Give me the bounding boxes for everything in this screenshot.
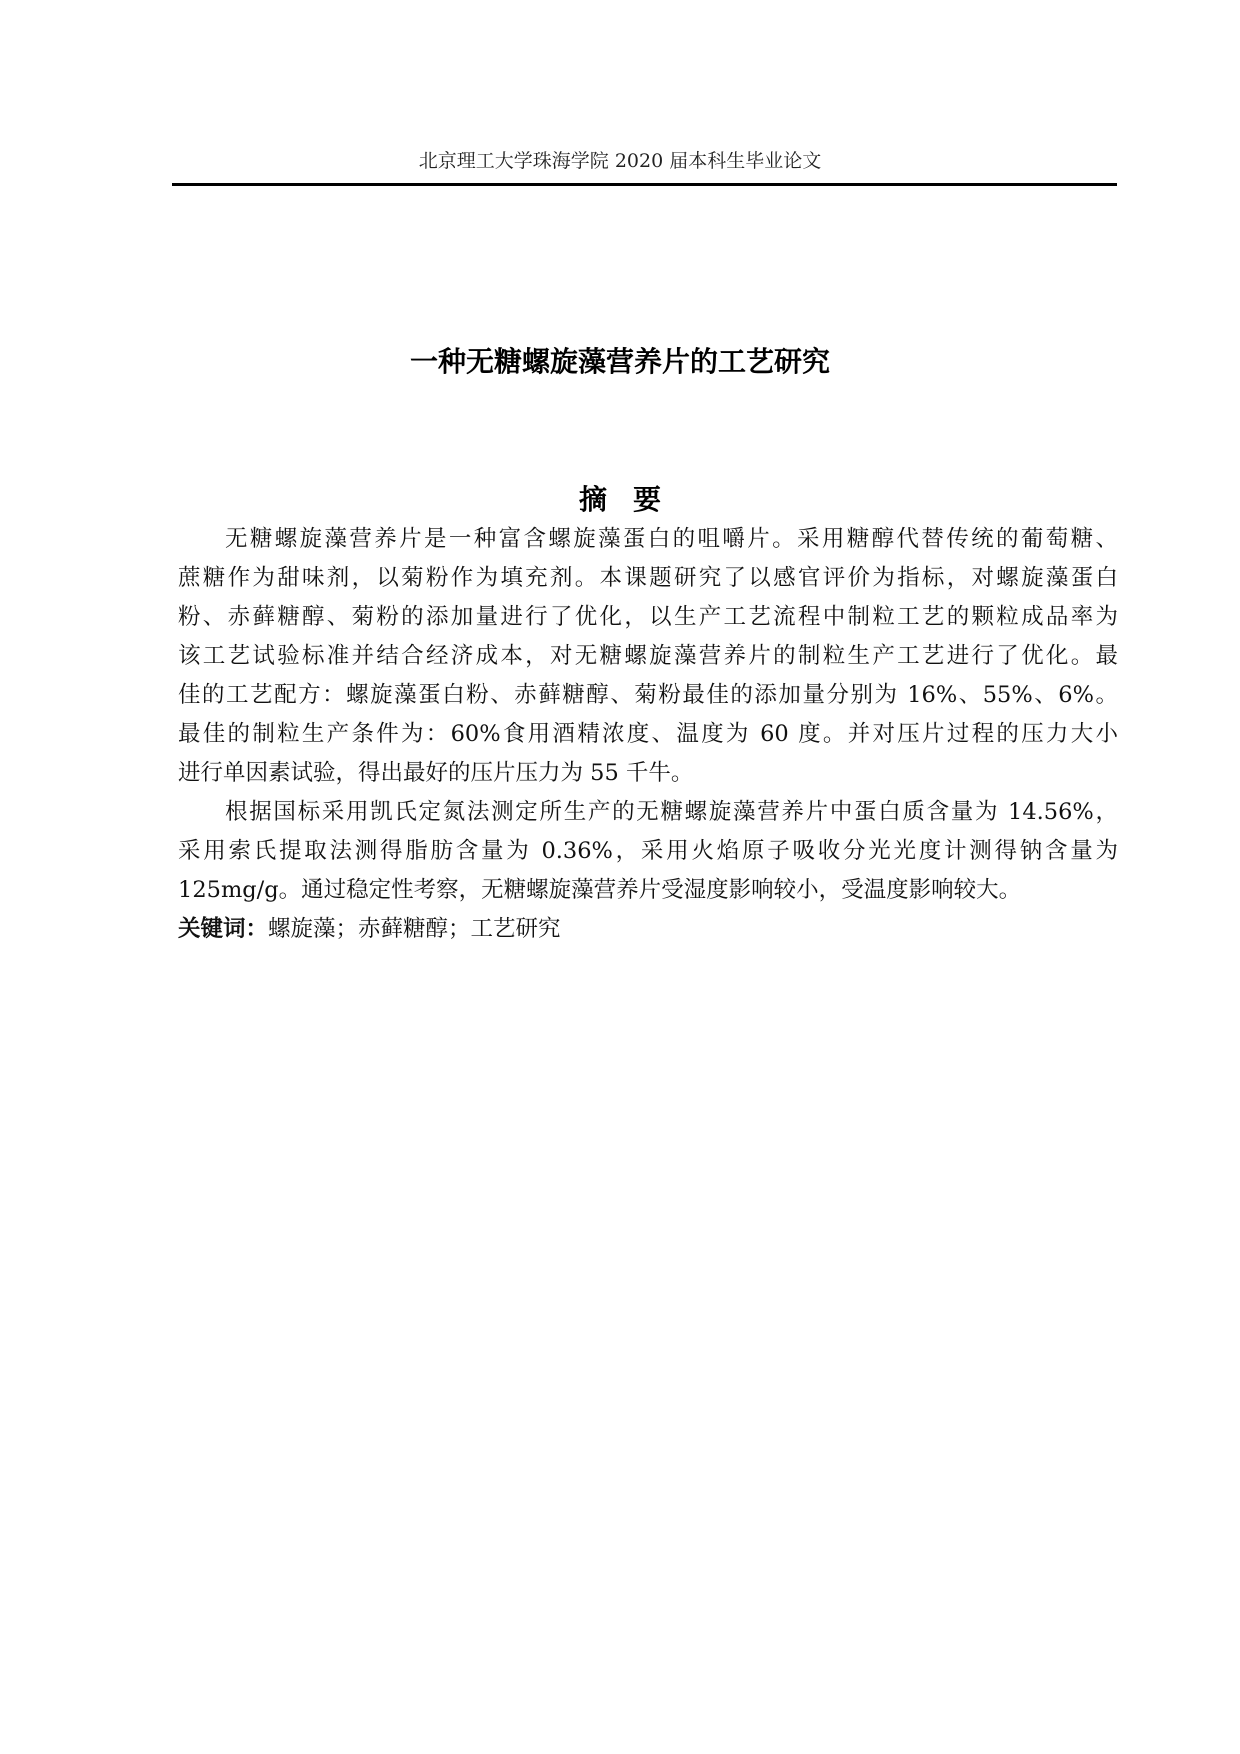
text-line: 无糖螺旋藻营养片是一种富含螺旋藻蛋白的咀嚼片。采用糖醇代替传统的葡萄糖、: [225, 526, 1118, 552]
text-line: 进行单因素试验，得出最好的压片压力为 55 千牛。: [178, 760, 694, 786]
keywords-line: [178, 910, 1118, 949]
text-line: 125mg/g。通过稳定性考察，无糖螺旋藻营养片受湿度影响较小，受温度影响较大。: [178, 877, 1022, 903]
text-line: 佳的工艺配方：螺旋藻蛋白粉、赤藓糖醇、菊粉最佳的添加量分别为 16%、55%、6%。: [178, 682, 1118, 708]
text-line: 最佳的制粒生产条件为：60%食用酒精浓度、温度为 60 度。并对压片过程的压力大小: [178, 721, 1118, 747]
text-line: 根据国标采用凯氏定氮法测定所生产的无糖螺旋藻营养片中蛋白质含量为 14.56%，: [225, 799, 1118, 825]
keywords-label: 关键词：: [178, 916, 269, 942]
abstract-paragraph-2: [178, 793, 1118, 910]
abstract-heading: 摘要: [578, 483, 687, 516]
text-line: 粉、赤藓糖醇、菊粉的添加量进行了优化，以生产工艺流程中制粒工艺的颗粒成品率为: [178, 604, 1118, 630]
keywords-value: 螺旋藻；赤藓糖醇；工艺研究: [268, 916, 561, 942]
header-divider: [172, 183, 1117, 186]
abstract-body: [178, 520, 1118, 949]
text-line: 该工艺试验标准并结合经济成本，对无糖螺旋藻营养片的制粒生产工艺进行了优化。最: [178, 643, 1118, 669]
running-header: 北京理工大学珠海学院 2020 届本科生毕业论文: [418, 150, 822, 172]
paper-title: 一种无糖螺旋藻营养片的工艺研究: [409, 345, 830, 378]
text-line: 蔗糖作为甜味剂，以菊粉作为填充剂。本课题研究了以感官评价为指标，对螺旋藻蛋白: [178, 565, 1118, 591]
text-line: 采用索氏提取法测得脂肪含量为 0.36%，采用火焰原子吸收分光光度计测得钠含量为: [178, 838, 1118, 864]
abstract-paragraph-1: [178, 520, 1118, 793]
